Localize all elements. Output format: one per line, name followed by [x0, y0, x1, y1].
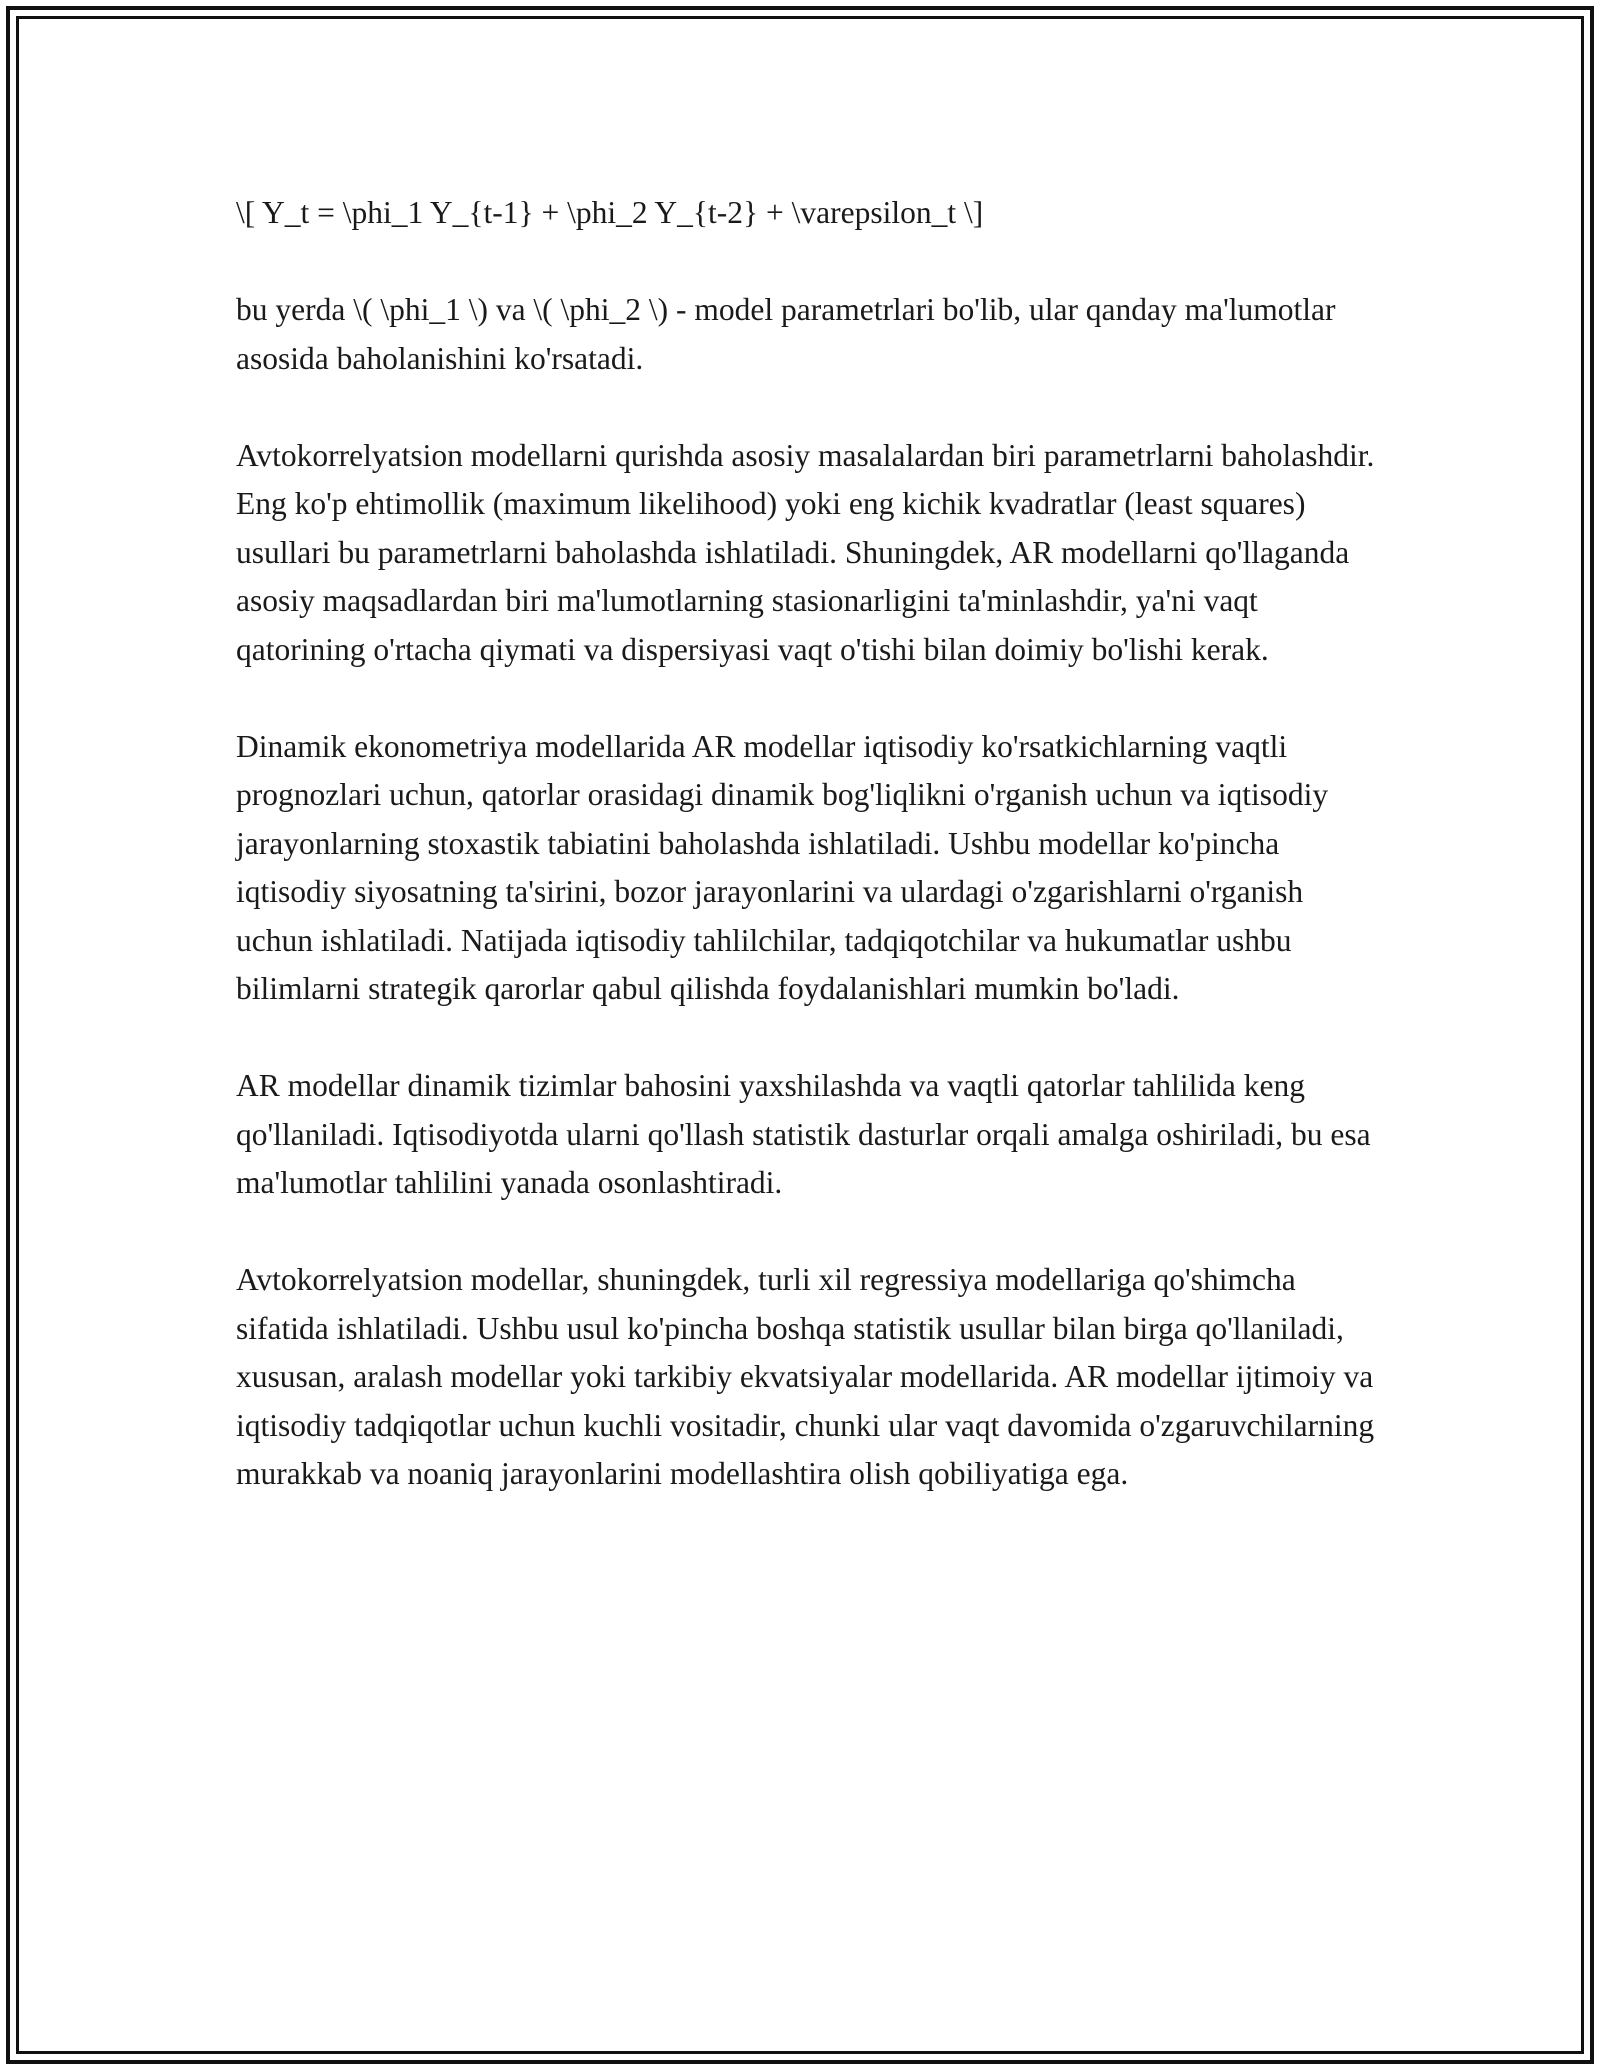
document-body — [236, 189, 1376, 1547]
paragraph-dynamic-econometrics: Dinamik ekonometriya modellarida AR modellar iqtisodiy ko'rsatkichlarning vaqtli prognozlari uchun, qatorlar orasidagi dinamik bog'liqlikni o'rganish uchun va iqtisodiy jarayonlarning stoxastik tabiatini baholashda ishlatiladi. Ushbu modellar ko'pincha iqtisodiy siyosatning ta'sirini, bozor jarayonlarini va ulardagi o'zgarishlarni o'rganish uchun ishlatiladi. Natijada iqtisodiy tahlilchilar, tadqiqotchilar va hukumatlar ushbu bilimlarni strategik qarorlar qabul qilishda foydalanishlari mumkin bo'ladi. — [236, 728, 1329, 1006]
paragraph-regression-complement: Avtokorrelyatsion modellar, shuningdek, turli xil regressiya modellariga qo'shimcha sifatida ishlatiladi. Ushbu usul ko'pincha boshqa statistik usullar bilan birga qo'llaniladi, xususan, aralash modellar yoki tarkibiy ekvatsiyalar modellarida. AR modellar ijtimoiy va iqtisodiy tadqiqotlar uchun kuchli vositadir, chunki ular vaqt davomida o'zgaruvchilarning murakkab va noaniq jarayonlarini modellashtira olish qobiliyatiga ega. — [236, 1262, 1375, 1491]
formula-line: \[ Y_t = \phi_1 Y_{t-1} + \phi_2 Y_{t-2} + \varepsilon_t \] — [236, 195, 984, 230]
paragraph-time-series-analysis: AR modellar dinamik tizimlar bahosini yaxshilashda va vaqtli qatorlar tahlilida keng qo'llaniladi. Iqtisodiyotda ularni qo'llash statistik dasturlar orqali amalga oshiriladi, bu esa ma'lumotlar tahlilini yanada osonlashtiradi. — [236, 1068, 1371, 1200]
paragraph-parameters-note: bu yerda \( \phi_1 \) va \( \phi_2 \) - model parametrlari bo'lib, ular qanday ma'lumotlar asosida baholanishini ko'rsatadi. — [236, 292, 1336, 376]
paragraph-parameter-estimation: Avtokorrelyatsion modellarni qurishda asosiy masalalardan biri parametrlarni baholashdir. Eng ko'p ehtimollik (maximum likelihood) yoki eng kichik kvadratlar (least squares) usullari bu parametrlarni baholashda ishlatiladi. Shuningdek, AR modellarni qo'llaganda asosiy maqsadlardan biri ma'lumotlarning stasionarligini ta'minlashdir, ya'ni vaqt qatorining o'rtacha qiymati va dispersiyasi vaqt o'tishi bilan doimiy bo'lishi kerak. — [236, 437, 1375, 667]
